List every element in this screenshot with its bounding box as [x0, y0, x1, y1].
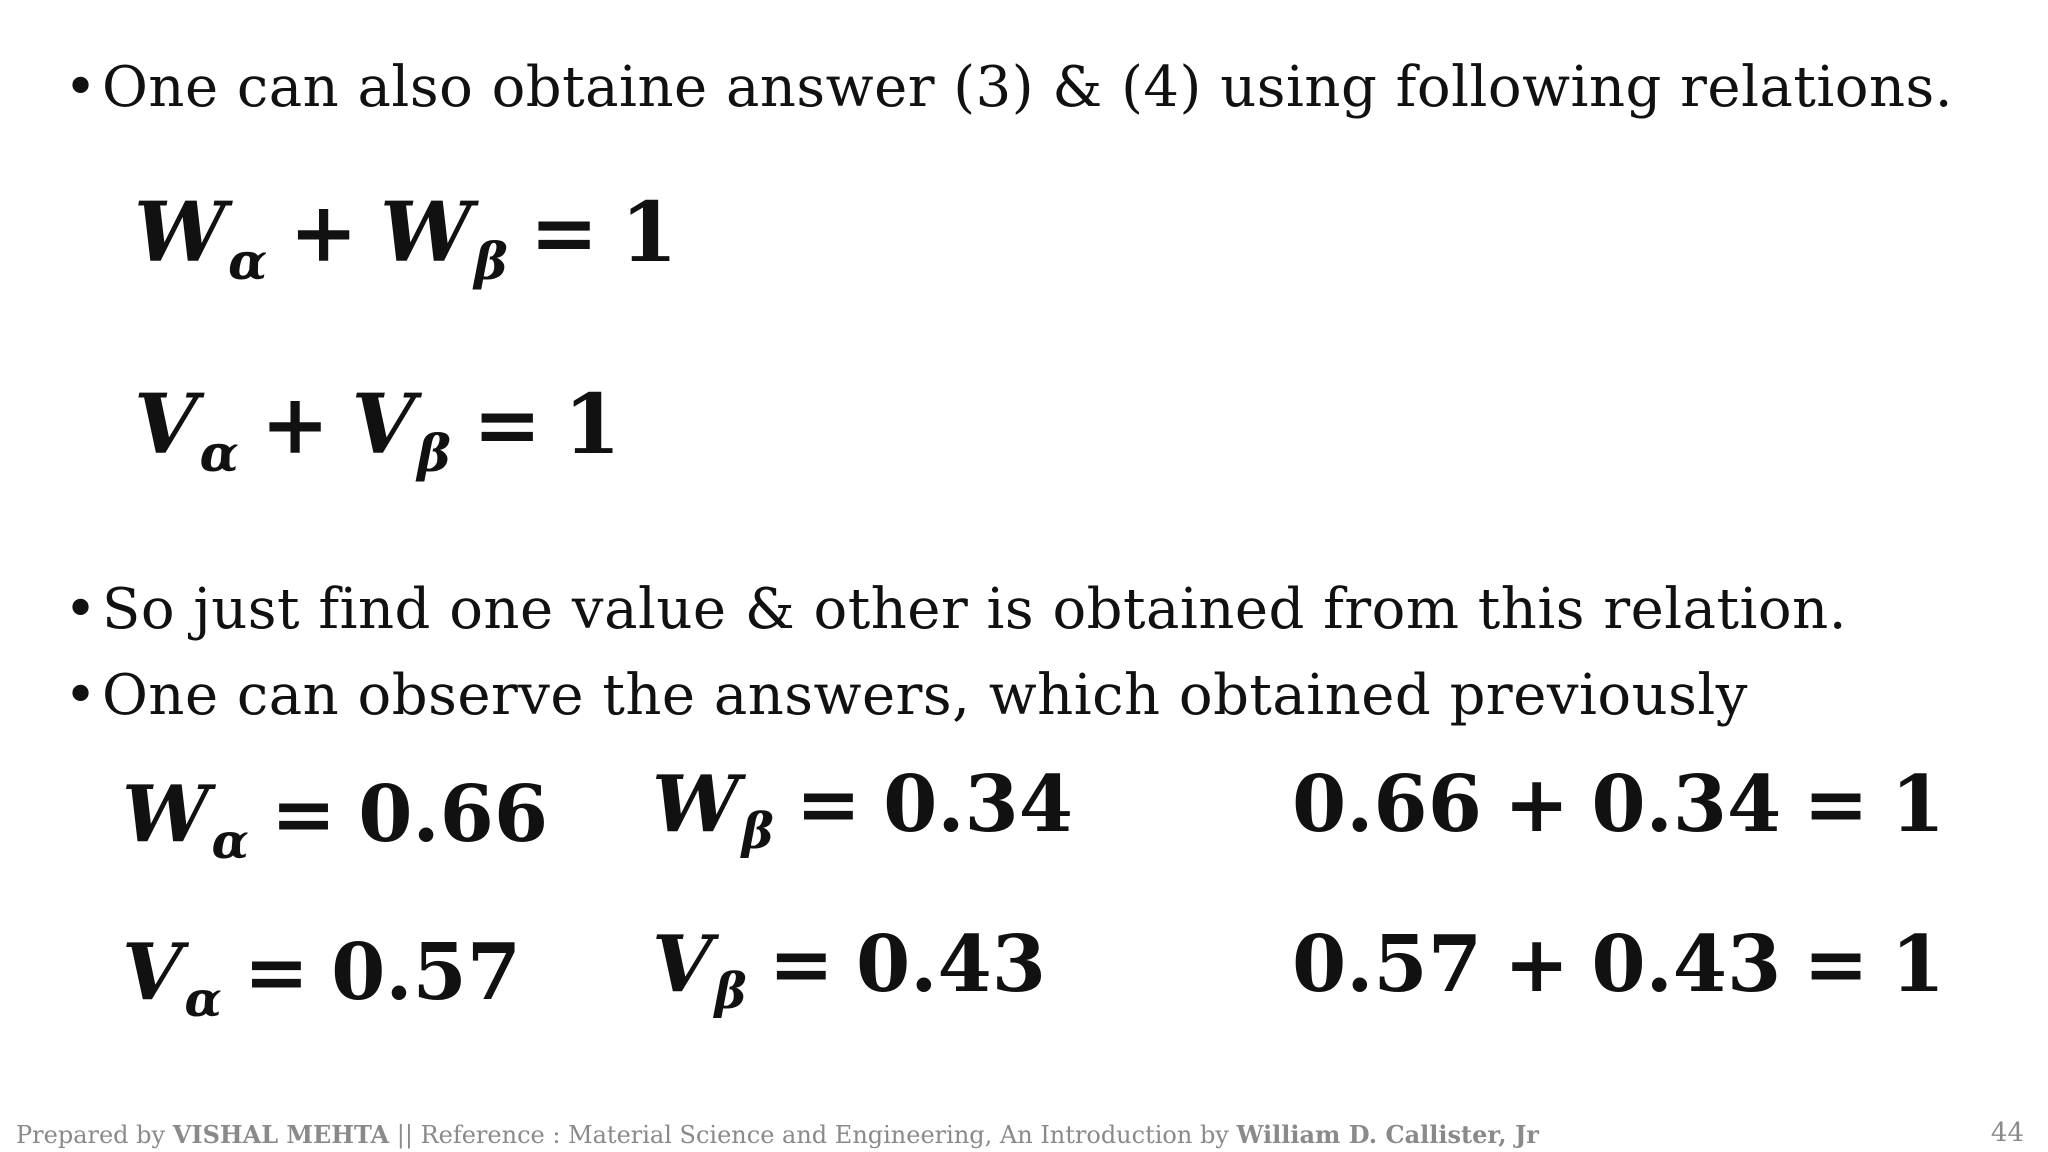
- var-v: V: [351, 377, 416, 473]
- footer-author: VISHAL MEHTA: [172, 1120, 390, 1149]
- op-plus: +: [289, 185, 358, 281]
- op-equals: =: [270, 769, 337, 860]
- op-equals: =: [243, 927, 310, 1018]
- sub-beta: β: [714, 963, 747, 1020]
- op-equals: =: [529, 185, 599, 281]
- value: 0.34: [883, 759, 1074, 850]
- footer-reference-author: William D. Callister, Jr: [1236, 1120, 1539, 1149]
- bullet-symbol: •: [64, 577, 98, 642]
- sub-alpha: α: [211, 813, 249, 870]
- bullet-1: [64, 56, 1953, 120]
- var-w: W: [122, 769, 210, 860]
- answer-v-check: [1292, 919, 1945, 1010]
- op-equals: =: [472, 377, 542, 473]
- sub-alpha: α: [228, 230, 268, 291]
- op-equals: =: [1803, 759, 1869, 850]
- bullet-2-text: So just find one value & other is obtained from this relation.: [102, 577, 1848, 642]
- answer-v-beta: [652, 919, 1046, 1020]
- value: 0.66: [1292, 759, 1482, 850]
- relation-v-sum: [134, 377, 621, 483]
- op-equals: =: [1803, 919, 1869, 1010]
- sub-alpha: α: [199, 422, 239, 483]
- sub-alpha: α: [184, 971, 222, 1028]
- rhs-one: 1: [1890, 759, 1945, 850]
- var-w: W: [379, 185, 473, 281]
- bullet-3: [64, 664, 1748, 728]
- rhs-one: 1: [620, 185, 678, 281]
- bullet-1-text: One can also obtaine answer (3) & (4) using following relations.: [102, 55, 1954, 120]
- value: 0.57: [331, 927, 522, 1018]
- var-v: V: [652, 919, 713, 1010]
- var-v: V: [134, 377, 198, 473]
- op-equals: =: [768, 919, 835, 1010]
- footer-prefix: Prepared by: [16, 1121, 173, 1149]
- bullet-symbol: •: [64, 55, 98, 120]
- bullet-symbol: •: [64, 663, 98, 728]
- footer-credits: [16, 1120, 1539, 1149]
- answer-w-alpha: [122, 769, 549, 870]
- rhs-one: 1: [1890, 919, 1945, 1010]
- var-v: V: [122, 927, 183, 1018]
- value: 0.66: [358, 769, 549, 860]
- value: 0.43: [856, 919, 1046, 1010]
- op-plus: +: [260, 377, 330, 473]
- page-number: 44: [1990, 1118, 2024, 1148]
- answer-w-check: [1292, 759, 1945, 850]
- answer-w-beta: [652, 759, 1074, 860]
- value: 0.43: [1591, 919, 1782, 1010]
- value: 0.34: [1591, 759, 1782, 850]
- value: 0.57: [1292, 919, 1482, 1010]
- op-equals: =: [795, 759, 862, 850]
- sub-beta: β: [417, 422, 451, 483]
- answer-v-alpha: [122, 927, 522, 1028]
- rhs-one: 1: [563, 377, 621, 473]
- footer-reference: || Reference : Material Science and Engineering, An Introduction by: [389, 1121, 1237, 1149]
- bullet-2: [64, 578, 1847, 642]
- sub-beta: β: [474, 230, 508, 291]
- sub-beta: β: [741, 803, 774, 860]
- bullet-3-text: One can observe the answers, which obtained previously: [102, 663, 1748, 728]
- op-plus: +: [1503, 759, 1570, 850]
- var-w: W: [652, 759, 740, 850]
- relation-w-sum: [134, 185, 678, 291]
- op-plus: +: [1503, 919, 1570, 1010]
- var-w: W: [134, 185, 227, 281]
